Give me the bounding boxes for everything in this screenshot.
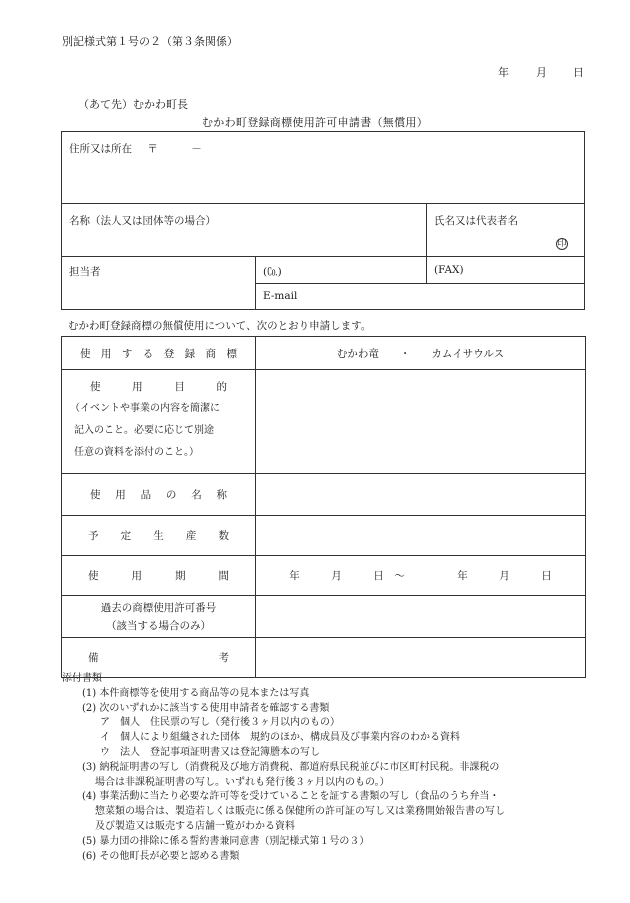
rep-name-cell[interactable] [427, 204, 585, 257]
addressee: （あて先）むかわ町長 [78, 98, 188, 111]
past-permit-label-text: 過去の商標使用許可番号 [100, 601, 217, 614]
postal-mark: 〒 [147, 143, 158, 155]
past-permit-input[interactable] [256, 596, 586, 638]
attachment-item: (2) 次のいずれかに該当する使用申請者を確認する書類 [82, 702, 330, 714]
tel-label: (㏇) [263, 266, 282, 278]
contact-person-label: 担当者 [69, 266, 101, 278]
rep-name-label: 氏名又は代表者名 [434, 215, 518, 227]
attachments-section [62, 672, 592, 864]
purpose-note: （イベントや事業の内容を簡潔に 記入のこと。必要に応じて別途 任意の資料を添付のこと。） [70, 403, 220, 458]
fax-cell[interactable] [427, 257, 585, 284]
attachment-item: (4) 事業活動に当たり必要な許可等を受けていることを証する書類の写し（食品のうち弁当・ [82, 791, 500, 803]
applicant-table [61, 131, 585, 310]
date-day-label: 日 [573, 66, 584, 79]
postal-dash: － [191, 143, 202, 155]
attachment-item: (5) 暴力団の排除に係る誓約書兼同意書（別記様式第１号の３） [82, 835, 370, 847]
attachment-item: (3) 納税証明書の写し（消費税及び地方消費税、都道府県民税並びに市区町村民税。非課税の [82, 761, 500, 773]
purpose-label-text: 使 用 目 的 [90, 381, 227, 393]
purpose-input[interactable] [256, 370, 586, 474]
date-month-label: 月 [536, 66, 547, 79]
past-permit-note: （該当する場合のみ） [106, 619, 211, 632]
purpose-label [62, 370, 256, 474]
attachment-item: (1) 本件商標等を使用する商品等の見本または写真 [82, 687, 310, 699]
remarks-label: 備 考 [62, 638, 256, 678]
attachment-subitem: ア 個人 住民票の写し（発行後３ヶ月以内のもの） [100, 717, 340, 729]
contact-person-cell[interactable] [62, 257, 256, 310]
tel-cell[interactable] [256, 257, 427, 284]
address-label: 住所又は所在 [69, 143, 132, 155]
quantity-label: 予 定 生 産 数 [62, 516, 256, 556]
product-name-label: 使 用 品 の 名 称 [62, 474, 256, 516]
address-cell[interactable] [62, 132, 585, 204]
product-name-input[interactable] [256, 474, 586, 516]
period-label: 使 用 期 間 [62, 556, 256, 596]
email-cell[interactable] [256, 284, 585, 310]
form-title: むかわ町登録商標使用許可申請書（無償用） [202, 116, 428, 129]
attachment-subitem: イ 個人により組織された団体 規約のほか、構成員及び事業内容のわかる資料 [100, 732, 460, 744]
trademark-label: 使 用 す る 登 録 商 標 [62, 337, 256, 370]
seal-mark: 印 [557, 239, 567, 249]
period-value[interactable]: 年 月 日 ～ 年 月 日 [256, 556, 586, 596]
details-table [61, 336, 586, 678]
fax-label: (FAX) [434, 264, 464, 276]
form-number: 別記様式第１号の２（第３条関係） [62, 35, 238, 48]
date-year-label: 年 [498, 66, 509, 79]
attachment-subitem: ウ 法人 登記事項証明書又は登記簿謄本の写し [100, 746, 320, 758]
email-label: E-mail [263, 290, 298, 302]
attachment-item-cont: 及び製造又は販売する店舗一覧がわかる資料 [95, 820, 295, 832]
attachment-item: (6) その他町長が必要と認める書類 [82, 850, 240, 862]
org-name-cell[interactable] [62, 204, 427, 257]
attachments-heading: 添付書類 [62, 673, 102, 684]
quantity-input[interactable] [256, 516, 586, 556]
past-permit-label [62, 596, 256, 638]
intro-text: むかわ町登録商標の無償使用について、次のとおり申請します。 [68, 320, 372, 332]
trademark-value: むかわ竜 ・ カムイサウルス [256, 337, 586, 370]
attachment-item-cont: 惣菜類の場合は、製造若しくは販売に係る保健所の許可証の写し又は業務開始報告書の写し [95, 806, 505, 818]
attachment-item-cont: 場合は非課税証明書の写し。いずれも発行後３ヶ月以内のもの。） [95, 776, 390, 788]
org-name-label: 名称（法人又は団体等の場合） [69, 215, 216, 227]
